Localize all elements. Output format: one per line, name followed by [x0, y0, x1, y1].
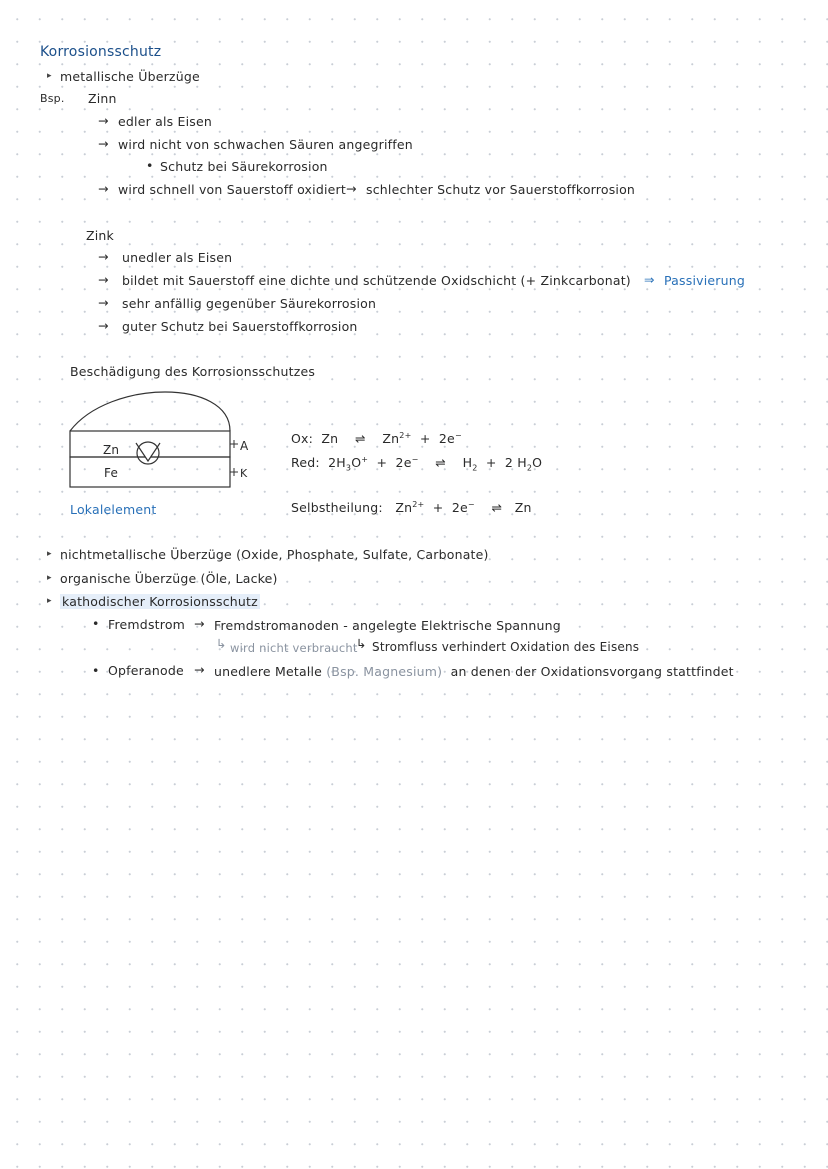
right-arrow-icon: → — [98, 272, 109, 287]
triangle-bullet-icon: ▸ — [47, 596, 52, 606]
fremdstrom-label: Fremdstrom — [108, 617, 186, 632]
dot-bullet-icon: • — [92, 616, 100, 631]
dot-bullet-icon: • — [146, 158, 154, 173]
tin-line-2: wird nicht von schwachen Säuren angegriffen — [118, 137, 413, 152]
diagram-caption: Lokalelement — [70, 502, 157, 517]
bullet-nonmetallic-coatings: nichtmetallische Überzüge (Oxide, Phosphate, Sulfate, Carbonate) — [60, 547, 489, 562]
bullet-cathodic-protection: kathodischer Korrosionsschutz — [62, 594, 258, 609]
right-arrow-icon: → — [194, 662, 205, 677]
right-arrow-icon: → — [98, 295, 109, 310]
bullet-organic-coatings: organische Überzüge (Öle, Lacke) — [60, 571, 278, 586]
fremdstrom-sub-1: wird nicht verbraucht — [230, 641, 358, 655]
fremdstrom-text: Fremdstromanoden - angelegte Elektrische Spannung — [214, 618, 561, 633]
example-label: Bsp. — [40, 92, 65, 105]
triangle-bullet-icon: ▸ — [47, 71, 52, 81]
ox-equation: Ox: Zn ⇌ $Zn^{2+} + 2e^-$ — [291, 431, 462, 447]
right-arrow-icon: → — [98, 249, 109, 264]
bullet-metallic-coatings: metallische Überzüge — [60, 69, 200, 84]
zinc-line-4: guter Schutz bei Sauerstoffkorrosion — [122, 319, 358, 334]
return-arrow-icon: ↳ — [216, 636, 227, 651]
zinc-layer-label: Zn — [103, 443, 120, 457]
tin-heading: Zinn — [88, 91, 117, 106]
right-arrow-icon: → — [346, 181, 357, 196]
local-element-diagram — [60, 385, 260, 495]
right-arrow-icon: → — [98, 136, 109, 151]
dot-bullet-icon: • — [92, 663, 100, 678]
zinc-line-3: sehr anfällig gegenüber Säurekorrosion — [122, 296, 377, 311]
passivation-term: Passivierung — [664, 273, 746, 288]
opferanode-text: unedlere Metalle (Bsp. Magnesium) an denen der Oxidationsvorgang stattfindet — [214, 664, 734, 679]
anode-label: A — [240, 439, 249, 453]
damage-heading: Beschädigung des Korrosionsschutzes — [70, 364, 316, 379]
fremdstrom-sub-2: Stromfluss verhindert Oxidation des Eisens — [372, 640, 640, 654]
red-equation: Red: $2H_3O^+ + 2e^-$ ⇌ $H_2 + 2$ $H_2O$ — [291, 455, 543, 473]
page-title: Korrosionsschutz — [40, 44, 162, 60]
zinc-heading: Zink — [86, 228, 114, 243]
triangle-bullet-icon: ▸ — [47, 549, 52, 559]
right-arrow-icon: → — [98, 318, 109, 333]
zinc-line-1: unedler als Eisen — [122, 250, 233, 265]
cathode-label: K — [240, 467, 248, 480]
iron-layer — [70, 457, 230, 487]
self-healing-equation: Selbstheilung: $Zn^{2+} + 2e^-$ ⇌ Zn — [291, 500, 532, 516]
tin-line-2-sub: Schutz bei Säurekorrosion — [160, 159, 328, 174]
zinc-line-2: bildet mit Sauerstoff eine dichte und schützende Oxidschicht (+ Zinkcarbonat) — [122, 273, 631, 288]
iron-layer-label: Fe — [104, 466, 119, 480]
tin-line-3a: wird schnell von Sauerstoff oxidiert — [118, 182, 346, 197]
opferanode-label: Opferanode — [108, 663, 184, 678]
right-arrow-icon: → — [194, 616, 205, 631]
tin-line-3b: schlechter Schutz vor Sauerstoffkorrosion — [366, 182, 636, 197]
current-flow-arc — [70, 392, 230, 431]
tin-line-1: edler als Eisen — [118, 114, 213, 129]
return-arrow-icon: ↳ — [356, 636, 367, 651]
right-arrow-icon: → — [98, 181, 109, 196]
right-arrow-icon: → — [98, 113, 109, 128]
triangle-bullet-icon: ▸ — [47, 573, 52, 583]
double-arrow-icon: ⇒ — [644, 272, 655, 287]
